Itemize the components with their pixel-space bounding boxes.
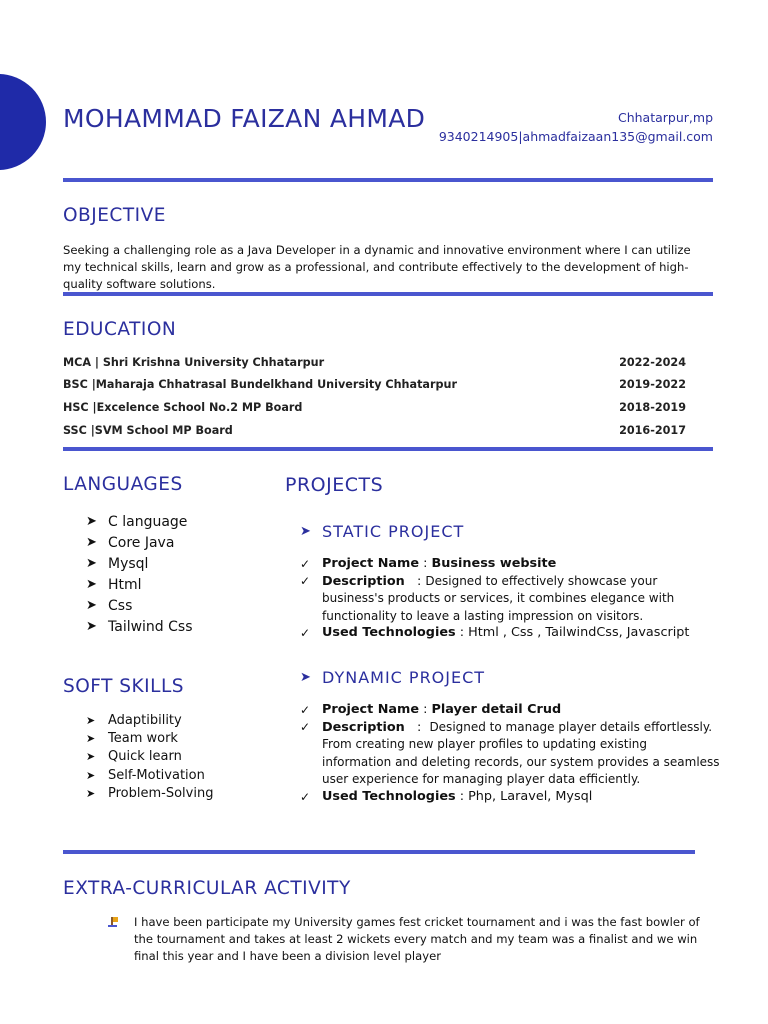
divider [63, 447, 713, 451]
arrow-bullet-icon: ➤ [86, 535, 97, 550]
extra-curricular-heading: EXTRA-CURRICULAR ACTIVITY [63, 878, 351, 899]
dynamic-project-label: DYNAMIC PROJECT [322, 668, 486, 687]
arrow-bullet-icon: ➤ [86, 768, 96, 782]
skill-label: Self-Motivation [108, 767, 205, 783]
separator: : [455, 788, 469, 804]
list-item [86, 553, 193, 574]
project-name-label: Project Name [322, 556, 420, 571]
arrow-bullet-icon: ➤ [300, 670, 312, 685]
project-name-label: Project Name [322, 702, 420, 717]
phone-email: 9340214905|ahmadfaizaan135@gmail.com [438, 129, 713, 144]
skill-label: Adaptibility [108, 712, 182, 728]
objective-text: Seeking a challenging role as a Java Developer in a dynamic and innovative environment where I can utilize my technical skills, learn and grow as a professional, and contribute effectively to the development of high-quality software solutions. [63, 243, 691, 291]
check-icon: ✓ [300, 626, 311, 640]
language-label: Mysql [108, 555, 149, 572]
technologies-label: Used Technologies [322, 788, 456, 804]
education-years: 2018-2019 [619, 401, 686, 414]
list-item [86, 574, 193, 595]
technologies-value: Html , Css , TailwindCss, Javascript [468, 625, 690, 640]
arrow-bullet-icon: ➤ [86, 731, 96, 745]
education-degree: BSC |Maharaja Chhatrasal Bundelkhand University Chhatarpur [63, 378, 457, 391]
language-label: Css [108, 597, 133, 614]
separator: : [419, 556, 432, 571]
extra-curricular-text: I have been participate my University games fest cricket tournament and i was the fast bowler of the tournament and takes at least 2 wickets every match and my team was a finalist and we win final this year and I have been a division level player [134, 915, 700, 963]
skill-label: Team work [108, 730, 178, 746]
technologies-value: Php, Laravel, Mysql [468, 788, 593, 804]
list-item [86, 711, 213, 729]
check-icon: ✓ [300, 573, 311, 588]
list-item [86, 595, 193, 616]
divider [63, 292, 713, 296]
skill-label: Quick learn [108, 749, 182, 765]
separator: : [404, 719, 430, 735]
list-item [86, 784, 213, 802]
list-item [300, 789, 720, 806]
dynamic-project-details [300, 702, 720, 805]
language-label: C language [108, 513, 188, 530]
arrow-bullet-icon: ➤ [86, 598, 97, 613]
extra-curricular-item [112, 914, 702, 965]
languages-list [86, 511, 193, 637]
static-project-label: STATIC PROJECT [322, 522, 465, 541]
static-project-details [300, 556, 720, 642]
arrow-bullet-icon: ➤ [86, 556, 97, 571]
flag-icon [108, 917, 118, 927]
list-item [300, 573, 720, 626]
arrow-bullet-icon: ➤ [86, 619, 97, 634]
description-label: Description [322, 719, 405, 735]
list-item [300, 556, 720, 573]
decorative-circle [0, 74, 46, 170]
description-text: Designed to effectively showcase your business's products or services, it combines elegance with functionality to leave a lasting impression on visitors. [322, 573, 675, 623]
list-item [300, 719, 720, 789]
education-row [63, 378, 686, 391]
education-row [63, 356, 686, 369]
check-icon: ✓ [300, 789, 311, 804]
description-label: Description [322, 573, 405, 589]
contact-block [439, 108, 713, 146]
arrow-bullet-icon: ➤ [86, 713, 96, 727]
soft-skills-list [86, 711, 213, 802]
separator: : [404, 573, 426, 589]
separator: : [455, 625, 469, 640]
dynamic-project-title [300, 668, 485, 687]
languages-heading: LANGUAGES [63, 474, 183, 495]
language-label: Tailwind Css [108, 618, 193, 635]
arrow-bullet-icon: ➤ [86, 514, 97, 529]
list-item [86, 766, 213, 784]
technologies-label: Used Technologies [322, 625, 456, 640]
location: Chhatarpur,mp [617, 110, 713, 125]
list-item [86, 511, 193, 532]
skill-label: Problem-Solving [108, 785, 214, 801]
soft-skills-heading: SOFT SKILLS [63, 676, 184, 697]
list-item [86, 532, 193, 553]
project-name-value: Business website [431, 556, 557, 571]
arrow-bullet-icon: ➤ [86, 786, 96, 800]
education-row [63, 424, 686, 437]
language-label: Html [108, 576, 142, 593]
arrow-bullet-icon: ➤ [300, 524, 312, 539]
candidate-name: MOHAMMAD FAIZAN AHMAD [63, 104, 426, 133]
language-label: Core Java [108, 534, 175, 551]
education-years: 2019-2022 [619, 378, 686, 391]
divider [63, 178, 713, 182]
list-item [86, 616, 193, 637]
education-years: 2016-2017 [619, 424, 686, 437]
projects-heading: PROJECTS [285, 474, 384, 496]
education-degree: SSC |SVM School MP Board [63, 424, 233, 437]
divider [63, 850, 695, 854]
project-name-value: Player detail Crud [431, 702, 562, 717]
separator: : [419, 702, 432, 717]
list-item [86, 748, 213, 766]
arrow-bullet-icon: ➤ [86, 750, 96, 764]
list-item [300, 702, 720, 719]
static-project-title [300, 522, 464, 541]
check-icon: ✓ [300, 703, 311, 717]
education-row [63, 401, 686, 414]
education-degree: MCA | Shri Krishna University Chhatarpur [63, 356, 325, 369]
education-years: 2022-2024 [619, 356, 686, 369]
check-icon: ✓ [300, 557, 311, 571]
education-heading: EDUCATION [63, 319, 177, 340]
objective-heading: OBJECTIVE [63, 205, 166, 226]
check-icon: ✓ [300, 719, 311, 734]
list-item [86, 729, 213, 747]
education-degree: HSC |Excelence School No.2 MP Board [63, 401, 303, 414]
description-text: Designed to manage player details effortlessly. From creating new player profiles to updating existing information and deleting records, our system provides a seamless user experience for managing player data efficiently. [322, 719, 720, 786]
arrow-bullet-icon: ➤ [86, 577, 97, 592]
list-item [300, 625, 720, 642]
